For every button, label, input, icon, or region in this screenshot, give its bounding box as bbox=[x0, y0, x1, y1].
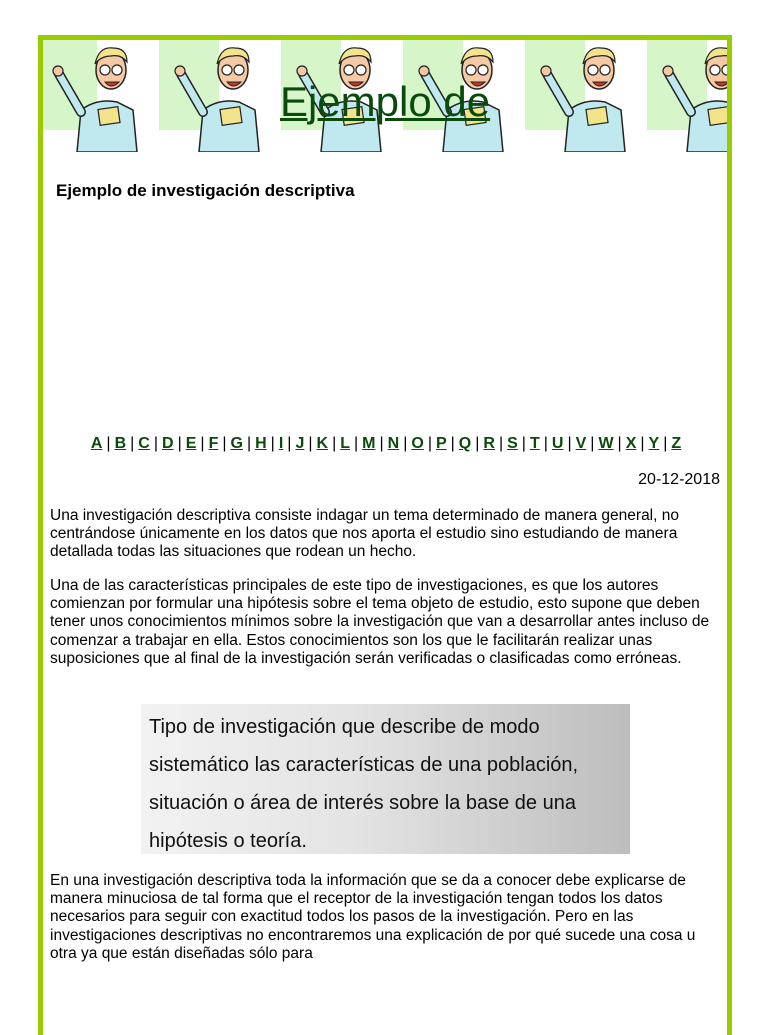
alphabet-link-p[interactable]: P bbox=[435, 435, 447, 452]
definition-image bbox=[141, 704, 630, 854]
definition-line-3: situación o área de interés sobre la base de una bbox=[149, 792, 576, 814]
alphabet-link-m[interactable]: M bbox=[362, 435, 376, 452]
alphabet-separator: | bbox=[153, 435, 159, 452]
alphabet-link-k[interactable]: K bbox=[316, 435, 329, 452]
alphabet-separator: | bbox=[270, 435, 275, 452]
alphabet-link-a[interactable]: A bbox=[90, 435, 103, 452]
banner bbox=[43, 40, 727, 152]
alphabet-link-s[interactable]: S bbox=[507, 435, 518, 452]
publish-date: 20-12-2018 bbox=[638, 471, 720, 488]
definition-line-4: hipótesis o teoría. bbox=[149, 830, 307, 852]
alphabet-separator: | bbox=[498, 435, 504, 452]
alphabet-separator: | bbox=[450, 435, 455, 452]
alphabet-separator: | bbox=[521, 435, 526, 452]
alphabet-link-w[interactable]: W bbox=[598, 435, 614, 452]
alphabet-link-f[interactable]: F bbox=[208, 435, 219, 452]
alphabet-separator: | bbox=[617, 435, 622, 452]
alphabet-link-x[interactable]: X bbox=[625, 435, 637, 452]
alphabet-separator: | bbox=[130, 435, 135, 452]
alphabet-link-d[interactable]: D bbox=[162, 435, 174, 452]
paragraph-1: Una investigación descriptiva consiste indagar un tema determinado de manera general, no centrándose únicamente en los datos que nos aporta el estudio sino estudiando de manera detallada todas las situaciones que rodean un hecho. bbox=[50, 507, 679, 561]
alphabet-link-z[interactable]: Z bbox=[671, 435, 682, 452]
definition-line-2: sistemático las características de una población, bbox=[149, 754, 579, 776]
article-subtitle: Ejemplo de investigación descriptiva bbox=[56, 181, 355, 200]
alphabet-separator: | bbox=[308, 435, 313, 452]
alphabet-separator: | bbox=[403, 435, 408, 452]
alphabet-link-t[interactable]: T bbox=[529, 435, 540, 452]
alphabet-separator: | bbox=[590, 435, 595, 452]
alphabet-link-u[interactable]: U bbox=[551, 435, 564, 452]
alphabet-separator: | bbox=[567, 435, 572, 452]
alphabet-separator: | bbox=[543, 435, 548, 452]
alphabet-separator: | bbox=[379, 435, 384, 452]
alphabet-separator: | bbox=[475, 435, 480, 452]
alphabet-link-j[interactable]: J bbox=[295, 435, 305, 452]
alphabet-separator: | bbox=[663, 435, 668, 452]
alphabet-separator: | bbox=[287, 435, 292, 452]
paragraph-3: En una investigación descriptiva toda la información que se da a conocer debe explicarse de manera minuciosa de tal forma que el receptor de la investigación tengan todos los datos necesarios para seguir con exactitud todos los pasos de la investigación. Pero en las investigaciones descriptivas no encontraremos una explicación de por qué sucede una cosa u otra ya que están diseñadas sólo para bbox=[50, 872, 696, 962]
alphabet-link-g[interactable]: G bbox=[230, 435, 243, 452]
alphabet-link-v[interactable]: V bbox=[575, 435, 587, 452]
alphabet-separator: | bbox=[640, 435, 645, 452]
alphabet-link-e[interactable]: E bbox=[185, 435, 197, 452]
alphabet-link-y[interactable]: Y bbox=[648, 435, 660, 452]
alphabet-separator: | bbox=[177, 435, 182, 452]
alphabet-link-c[interactable]: C bbox=[138, 435, 150, 452]
paragraph-2: Una de las características principales de este tipo de investigaciones, es que los autores comienzan por formular una hipótesis sobre el tema objeto de estudio, esto supone que deben tener unos conocimientos mínimos sobre la investigación que van a desarrollar antes incluso de comenzar a trabajar en ella. Estos conocimientos son los que le facilitarán realizar unas suposiciones que al final de la investigación serán verificadas o clasificadas como erróneas. bbox=[50, 577, 710, 667]
page-title[interactable]: Ejemplo de bbox=[279, 78, 491, 125]
alphabet-separator: | bbox=[332, 435, 337, 452]
alphabet-index bbox=[48, 435, 724, 453]
alphabet-separator: | bbox=[427, 435, 432, 452]
alphabet-link-h[interactable]: H bbox=[255, 435, 267, 452]
definition-line-1: Tipo de investigación que describe de modo bbox=[149, 716, 540, 738]
alphabet-separator: | bbox=[246, 435, 252, 452]
alphabet-separator: | bbox=[106, 435, 111, 452]
alphabet-link-i[interactable]: I bbox=[278, 435, 284, 452]
alphabet-link-l[interactable]: L bbox=[340, 435, 350, 452]
alphabet-link-q[interactable]: Q bbox=[458, 435, 472, 452]
alphabet-separator: | bbox=[222, 435, 227, 452]
alphabet-separator: | bbox=[200, 435, 205, 452]
alphabet-link-r[interactable]: R bbox=[483, 435, 495, 452]
alphabet-link-o[interactable]: O bbox=[411, 435, 424, 452]
alphabet-link-n[interactable]: N bbox=[387, 435, 400, 452]
alphabet-link-b[interactable]: B bbox=[114, 435, 127, 452]
alphabet-separator: | bbox=[354, 435, 359, 452]
